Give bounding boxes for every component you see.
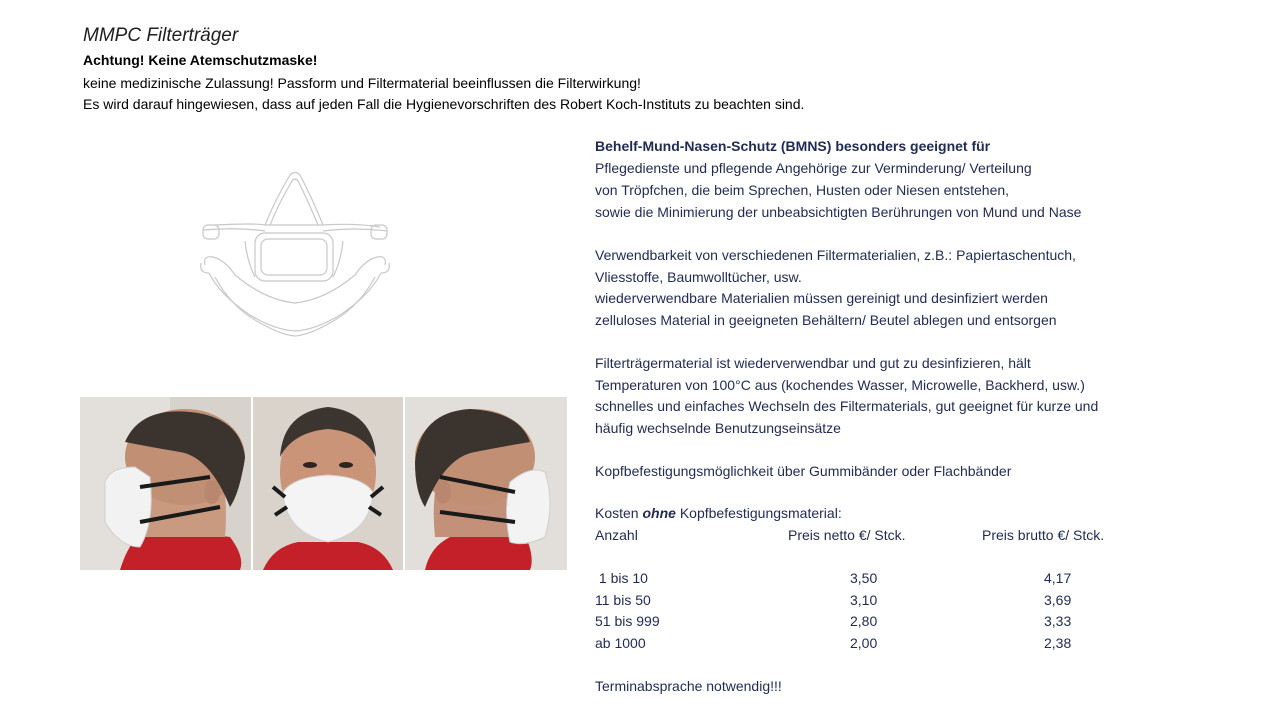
filter-materials-text: Verwendbarkeit von verschiedenen Filtermaterialien, z.B.: Papiertaschentuch, (595, 247, 1076, 263)
quantity-cell: 11 bis 50 (595, 592, 651, 608)
carrier-material-text: Temperaturen von 100°C aus (kochendes Wasser, Microwelle, Backherd, usw.) (595, 377, 1085, 393)
filter-materials-text: wiederverwendbare Materialien müssen gereinigt und desinfiziert werden (595, 290, 1048, 306)
net-price-cell: 2,00 (850, 635, 878, 651)
column-header-gross-price: Preis brutto €/ Stck. (982, 527, 1105, 543)
costs-label (595, 505, 842, 521)
warning-line-2: Es wird darauf hingewiesen, dass auf jeden Fall die Hygienevorschriften des Robert Koch-Instituts zu beachten sind. (83, 96, 805, 112)
filter-materials-text: zelluloses Material in geeigneten Behältern/ Beutel ablegen und entsorgen (595, 312, 1057, 328)
photo-side-right (405, 397, 567, 570)
carrier-material-text: schnelles und einfaches Wechseln des Filtermaterials, gut geeignet für kurze und (595, 398, 1099, 414)
quantity-cell: 51 bis 999 (595, 613, 660, 629)
carrier-material-text: Filterträgermaterial ist wiederverwendbar und gut zu desinfizieren, hält (595, 355, 1031, 371)
net-price-cell: 3,50 (850, 570, 878, 586)
net-price-cell: 3,10 (850, 592, 878, 608)
warning-line-1: keine medizinische Zulassung! Passform und Filtermaterial beeinflussen die Filterwirkung! (83, 75, 641, 91)
description-text: Pflegedienste und pflegende Angehörige zur Verminderung/ Verteilung (595, 160, 1032, 176)
photo-side-left (80, 397, 251, 570)
costs-label-emphasis: ohne (642, 505, 676, 521)
description-text: sowie die Minimierung der unbeabsichtigten Berührungen von Mund und Nase (595, 204, 1082, 220)
filter-materials-text: Vliesstoffe, Baumwolltücher, usw. (595, 269, 802, 285)
page-title: MMPC Filterträger (83, 25, 239, 46)
description-heading: Behelf-Mund-Nasen-Schutz (BMNS) besonders geeignet für (595, 138, 991, 154)
photo-front (253, 397, 402, 570)
costs-label-suffix: Kopfbefestigungsmaterial: (679, 505, 842, 521)
mask-photo-strip (80, 397, 567, 570)
column-header-quantity: Anzahl (595, 527, 638, 543)
column-header-net-price: Preis netto €/ Stck. (788, 527, 906, 543)
appointment-note: Terminabsprache notwendig!!! (595, 678, 782, 694)
quantity-cell: ab 1000 (595, 635, 646, 651)
gross-price-cell: 3,33 (1044, 613, 1072, 629)
gross-price-cell: 2,38 (1044, 635, 1072, 651)
net-price-cell: 2,80 (850, 613, 878, 629)
quantity-cell: 1 bis 10 (595, 570, 648, 586)
warning-heading: Achtung! Keine Atemschutzmaske! (83, 52, 318, 68)
carrier-material-text: häufig wechselnde Benutzungseinsätze (595, 420, 841, 436)
head-fastening-text: Kopfbefestigungsmöglichkeit über Gummibänder oder Flachbänder (595, 463, 1012, 479)
gross-price-cell: 3,69 (1044, 592, 1072, 608)
gross-price-cell: 4,17 (1044, 570, 1072, 586)
costs-label-prefix: Kosten (595, 505, 639, 521)
description-text: von Tröpfchen, die beim Sprechen, Husten oder Niesen entstehen, (595, 182, 1010, 198)
filter-holder-drawing (195, 165, 395, 340)
